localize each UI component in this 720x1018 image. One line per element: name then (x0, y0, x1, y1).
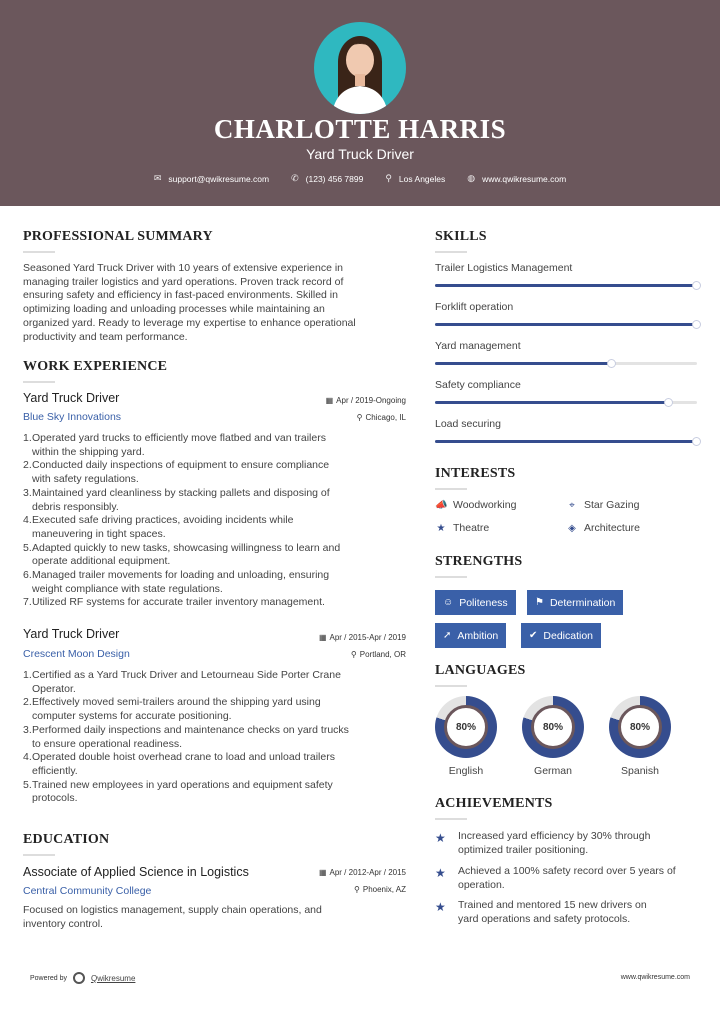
school-name: Central Community College (23, 885, 152, 897)
calendar-icon: ▦ (325, 396, 334, 405)
interest-item: ⌖ Star Gazing (566, 499, 639, 511)
degree-title: Associate of Applied Science in Logistics (23, 865, 249, 879)
resume-header (0, 0, 720, 206)
summary-heading: PROFESSIONAL SUMMARY (23, 229, 213, 244)
skill-bar (435, 362, 697, 365)
section-divider (435, 488, 467, 490)
skill-bar (435, 401, 697, 404)
flag-icon: ⚑ (535, 597, 544, 608)
language-level: 80% (618, 705, 662, 749)
list-item: 4. Operated double hoist overhead crane to load and unload trailers efficiently. (23, 751, 335, 777)
skills-heading: SKILLS (435, 229, 487, 244)
company-name: Crescent Moon Design (23, 648, 130, 660)
language-ring (522, 696, 584, 758)
language-name: Spanish (621, 765, 659, 777)
location-pin-icon: ⚲ (354, 885, 360, 894)
strengths-heading: STRENGTHS (435, 554, 523, 569)
contact-website[interactable]: www.qwikresume.com (482, 173, 567, 184)
language-name: English (448, 765, 484, 777)
skill-label: Safety compliance (435, 379, 521, 391)
interests-heading: INTERESTS (435, 466, 516, 481)
bullhorn-icon: 📣 (435, 499, 448, 511)
section-divider (435, 576, 467, 578)
list-item: 5. Trained new employees in yard operations and equipment safety protocols. (23, 778, 333, 805)
contact-email[interactable]: support@qwikresume.com (168, 173, 270, 184)
job-dates: ▦ Apr / 2019-Ongoing (325, 396, 406, 405)
skill-bar-fill (435, 323, 697, 326)
footer-brand-link[interactable]: Qwikresume (90, 973, 136, 983)
job-title: Yard Truck Driver (23, 627, 120, 641)
contact-location: Los Angeles (398, 173, 446, 184)
achievements-heading: ACHIEVEMENTS (435, 796, 553, 811)
section-divider (23, 251, 55, 253)
education-heading: EDUCATION (23, 832, 110, 847)
experience-heading: WORK EXPERIENCE (23, 359, 168, 374)
language-name: German (534, 765, 572, 777)
section-divider (435, 251, 467, 253)
job-location: ⚲ Portland, OR (350, 650, 406, 659)
contact-row (0, 173, 720, 184)
interest-item: ◈ Architecture (566, 522, 640, 534)
job-duties-list (23, 669, 413, 806)
job-duties-list (23, 432, 413, 610)
section-divider (23, 381, 55, 383)
section-divider (23, 854, 55, 856)
rocket-icon: ➚ (443, 630, 452, 641)
list-item: 2. Effectively moved semi-trailers around the shipping yard using computer systems for accurate positioning. (23, 696, 321, 723)
job-title: Yard Truck Driver (23, 391, 120, 405)
qwikresume-logo-icon (73, 972, 85, 984)
company-name: Blue Sky Innovations (23, 411, 122, 423)
section-divider (435, 685, 467, 687)
telescope-icon: ⌖ (569, 499, 575, 511)
achievement-item: Trained and mentored 15 new drivers on yard operations and safety protocols. (458, 899, 647, 925)
interest-item: 📣 Woodworking (435, 499, 517, 511)
skill-bar (435, 284, 697, 287)
phone-icon: ✆ (291, 173, 299, 183)
strength-badge: ➚ Ambition (435, 623, 506, 648)
location-pin-icon: ⚲ (385, 173, 392, 183)
skill-level-knob (664, 398, 673, 407)
profile-photo (314, 22, 406, 114)
list-item: 6. Managed trailer movements for loading and unloading, ensuring weight compliance with state regulations. (23, 569, 330, 595)
skill-bar-fill (435, 362, 611, 365)
strength-badge: ✔ Dedication (521, 623, 601, 648)
location-pin-icon: ⚲ (356, 413, 363, 422)
job-location: ⚲ Chicago, IL (356, 413, 406, 422)
language-ring (609, 696, 671, 758)
achievement-item: Increased yard efficiency by 30% through optimized trailer positioning. (458, 830, 651, 856)
calendar-icon: ▦ (318, 868, 327, 877)
check-circle-icon: ✔ (529, 630, 538, 641)
compass-icon: ◈ (568, 522, 576, 534)
education-location: ⚲ Phoenix, AZ (354, 885, 406, 894)
section-divider (435, 818, 467, 820)
contact-phone[interactable]: (123) 456 7899 (305, 173, 364, 184)
skill-label: Yard management (435, 340, 521, 352)
skill-level-knob (692, 281, 701, 290)
smile-icon: ☺ (443, 597, 454, 608)
education-description: Focused on logistics management, supply chain operations, and inventory control. (23, 904, 322, 930)
list-item: 1. Operated yard trucks to efficiently move flatbed and van trailers within the shipping yard. (23, 432, 326, 458)
list-item: 4. Executed safe driving practices, avoiding incidents while maneuvering in tight spaces. (23, 514, 294, 540)
skill-bar-fill (435, 284, 697, 287)
trophy-star-icon: ★ (435, 900, 446, 914)
skill-label: Forklift operation (435, 301, 514, 313)
language-level: 80% (531, 705, 575, 749)
footer-powered-by: Powered by Qwikresume (30, 973, 136, 983)
list-item: 3. Maintained yard cleanliness by stacking pallets and disposing of debris responsibly. (23, 486, 330, 513)
location-pin-icon: ⚲ (350, 650, 357, 659)
candidate-name: CHARLOTTE HARRIS (213, 114, 507, 144)
list-item: 2. Conducted daily inspections of equipment to ensure compliance with safety regulations. (23, 459, 330, 486)
skill-label: Load securing (435, 418, 501, 430)
skill-bar-fill (435, 440, 697, 443)
summary-text: Seasoned Yard Truck Driver with 10 years of extensive experience in managing trailer logistics and yard operations. Proven track record of ensuring safety and efficiency in fast-paced environments. Skilled in optimizing loading and unloading processes while maintaining an organized yard. Ready to leverage my expertise to enhance operational productivity and team performance. (23, 262, 356, 343)
calendar-icon: ▦ (318, 633, 327, 642)
achievement-item: Achieved a 100% safety record over 5 years of operation. (458, 865, 676, 891)
strength-badge: ⚑ Determination (527, 590, 623, 615)
list-item: 7. Utilized RF systems for accurate trailer inventory management. (23, 596, 325, 609)
skill-level-knob (692, 437, 701, 446)
skill-level-knob (692, 320, 701, 329)
footer-website[interactable]: www.qwikresume.com (620, 974, 690, 981)
language-level: 80% (444, 705, 488, 749)
list-item: 5. Adapted quickly to new tasks, showcasing willingness to learn and operate additional equipment. (23, 541, 341, 568)
job-dates: ▦ Apr / 2015-Apr / 2019 (318, 633, 406, 642)
trophy-star-icon: ★ (435, 831, 446, 845)
interest-item: ★ Theatre (436, 522, 490, 534)
skill-label: Trailer Logistics Management (435, 262, 573, 274)
trophy-star-icon: ★ (435, 866, 446, 880)
strength-badge: ☺ Politeness (435, 590, 516, 615)
candidate-title: Yard Truck Driver (306, 146, 414, 162)
globe-icon: ◍ (467, 173, 476, 183)
list-item: 3. Performed daily inspections and maintenance checks on yard trucks to ensure operational readiness. (23, 723, 349, 750)
skill-bar-fill (435, 401, 668, 404)
skill-level-knob (607, 359, 616, 368)
skill-bar (435, 440, 697, 443)
skill-bar (435, 323, 697, 326)
star-icon: ★ (436, 522, 446, 534)
languages-heading: LANGUAGES (435, 663, 526, 678)
language-ring (435, 696, 497, 758)
education-dates: ▦ Apr / 2012-Apr / 2015 (318, 868, 406, 877)
list-item: 1. Certified as a Yard Truck Driver and Letourneau Side Porter Crane Operator. (23, 669, 341, 695)
envelope-icon: ✉ (153, 173, 162, 183)
